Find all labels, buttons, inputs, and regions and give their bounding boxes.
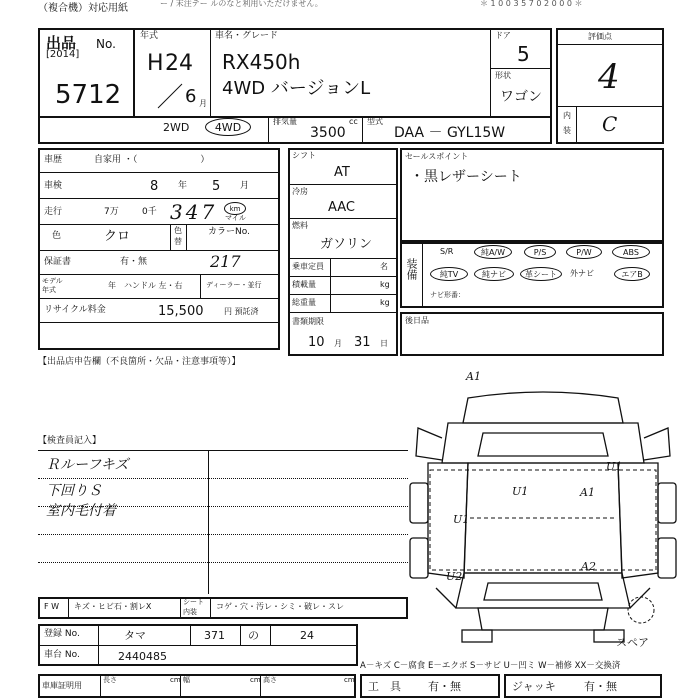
recycle-fee: 15,500 (158, 304, 204, 319)
score-value: 4 (598, 57, 620, 97)
registration-number: 24 (300, 629, 314, 642)
model-grade: 4WD バージョンL (222, 78, 371, 99)
year-month-unit: 月 (199, 99, 207, 108)
registration-area: タマ (124, 629, 146, 642)
fw-items: キズ・ヒビ石・割レX (74, 602, 152, 611)
registration-kana: の (248, 629, 259, 642)
width-unit: cm (250, 676, 261, 684)
mark-u1-3: U1 (606, 460, 623, 473)
model-year-label-2: 年式 (42, 286, 56, 294)
equip-pw: P/W (566, 245, 602, 259)
model-year-unit: 年 (108, 281, 116, 290)
jack-label: ジャッキ (512, 680, 556, 693)
door-label: ドア (495, 31, 511, 40)
fuel-label: 燃料 (292, 221, 308, 230)
length-label: 長さ (103, 676, 117, 684)
damage-code-legend: A－キズ C－腐食 E－エクボ S－サビ U－凹ミ W－補修 XX－交換済 (360, 661, 621, 671)
interior-grade: C (602, 112, 618, 136)
docs-month: 10 (308, 335, 325, 350)
equip-aw: 純A/W (474, 245, 512, 259)
docs-label: 書類期限 (292, 317, 324, 326)
recycle-unit: 円 預託済 (224, 307, 259, 316)
color-no-label: カラーNo. (208, 227, 250, 237)
fw-label: F W (44, 602, 60, 611)
registration-label: 登録 No. (44, 629, 80, 639)
aftermarket-frame (400, 312, 664, 356)
shape-label: 形状 (495, 71, 511, 80)
type-label: 型式 (367, 117, 383, 126)
mark-a1-top: A1 (466, 370, 481, 383)
inspection-month-unit: 月 (240, 181, 250, 191)
inspector-note-1: Ｒルーフキズ (46, 457, 129, 473)
color-value: クロ (104, 229, 131, 244)
mark-u2: U2 (446, 570, 463, 583)
sales-frame (400, 148, 664, 242)
lot-no-label: No. (96, 37, 116, 51)
displacement-value: 3500 (310, 125, 346, 141)
shift-value: AT (334, 165, 350, 180)
color-number: 217 (210, 252, 241, 271)
year-era: H (147, 51, 164, 76)
sales-point: ・黒レザーシート (410, 169, 522, 185)
mark-a2: A2 (581, 560, 596, 573)
mileage-unit-km: km (224, 202, 246, 215)
mileage-man: 7万 (104, 207, 119, 217)
equip-airbag: エアB (614, 267, 650, 281)
registration-class: 371 (204, 629, 225, 642)
year-slash (150, 82, 190, 110)
garage-label: 車庫証明用 (42, 681, 82, 690)
spare-label: スペア (616, 636, 649, 649)
equip-ps: P/S (524, 245, 556, 259)
seat-label-2: 内装 (183, 608, 197, 616)
history-value: 自家用 ・（ ） (94, 155, 210, 165)
top-note: （複合機）対応用紙 (38, 3, 128, 14)
car-damage-diagram (408, 368, 678, 658)
shift-label: シフト (292, 151, 316, 160)
height-label: 高さ (263, 676, 277, 684)
inspection-year: 8 (150, 179, 159, 194)
equip-sr: S/R (440, 247, 454, 256)
jack-value: 有・無 (584, 680, 617, 693)
tools-label: 工 具 (368, 680, 401, 693)
equipment-label: 装備 (405, 258, 418, 280)
seat-items: コゲ・穴・汚レ・シミ・破レ・スレ (216, 602, 344, 611)
seat-label-1: シート (183, 598, 204, 606)
inspection-label: 車検 (44, 181, 63, 191)
mark-u1-1: U1 (512, 485, 529, 498)
model-year-label-1: モデル (42, 277, 63, 285)
history-frame (38, 148, 280, 350)
mark-u1-2: U1 (453, 513, 470, 526)
recycle-label: リサイクル料金 (44, 305, 106, 315)
color-change-label-1: 色 (174, 226, 182, 235)
lot-year-code: [2014] (46, 49, 80, 60)
equip-navi: 純ナビ (474, 267, 514, 281)
top-note-fragment: ー / 末注テー ルのなと利用いただけません。 (160, 0, 323, 8)
color-change-label-2: 替 (174, 237, 182, 246)
capacity-unit: 名 (380, 262, 388, 271)
docs-day: 31 (354, 335, 371, 350)
history-label: 車歴 (44, 155, 63, 165)
declaration-label: 【出品店申告欄（不良箇所・欠品・注意事項等）】 (38, 357, 241, 367)
body-shape: ワゴン (500, 89, 542, 105)
lot-number: 5712 (55, 80, 122, 110)
warranty-value: 有・無 (120, 257, 148, 267)
mileage-digits: 347 (170, 200, 218, 224)
sales-label: セールスポイント (405, 152, 469, 161)
docs-month-unit: 月 (334, 339, 342, 348)
fuel-value: ガソリン (320, 237, 373, 252)
model-name: RX450h (222, 50, 301, 74)
docs-day-unit: 日 (380, 339, 388, 348)
barcode-number: ＊ 1 0 0 3 5 7 0 2 0 0 0 ＊ (480, 0, 583, 8)
ac-value: AAC (328, 200, 355, 215)
inspector-note-3: 室内毛付着 (46, 503, 116, 519)
mark-a1-side: A1 (580, 486, 595, 499)
inspection-year-unit: 年 (178, 181, 188, 191)
year-label: 年式 (140, 31, 159, 41)
door-count: 5 (517, 42, 530, 66)
navi-type-label: ナビ形番： (430, 291, 465, 299)
weight-unit: kg (380, 298, 390, 307)
mileage-sen: 0千 (142, 207, 157, 217)
mileage-unit-mile: マイル (225, 214, 246, 222)
year-value: 24 (165, 51, 193, 76)
displacement-label: 排気量 (273, 117, 297, 126)
lot-label: 出品 (46, 34, 77, 52)
capacity-label: 乗車定員 (292, 262, 324, 271)
inspector-label: 【検査員記入】 (38, 436, 102, 446)
inspection-month: 5 (212, 179, 221, 194)
displacement-unit: cc (349, 117, 358, 126)
name-label: 車名・グレード (215, 31, 279, 41)
aftermarket-label: 後日品 (405, 316, 429, 325)
interior-label-2: 装 (563, 126, 571, 135)
type-value: DAA － GYL15W (394, 125, 506, 141)
chassis-label: 車台 No. (44, 650, 80, 660)
year-month: 6 (185, 86, 197, 107)
mileage-label: 走行 (44, 207, 63, 217)
equip-ext-navi: 外ナビ (570, 269, 594, 278)
warranty-label: 保証書 (44, 257, 72, 267)
score-label: 評価点 (588, 32, 612, 41)
height-unit: cm (344, 676, 355, 684)
ac-label: 冷房 (292, 187, 308, 196)
width-label: 幅 (183, 676, 190, 684)
length-unit: cm (170, 676, 181, 684)
color-label: 色 (52, 231, 62, 241)
handle-label: ハンドル 左・右 (124, 281, 183, 290)
equip-tv: 純TV (430, 267, 468, 281)
dealer-label: ディーラー・並行 (206, 281, 262, 289)
load-unit: kg (380, 280, 390, 289)
equip-abs: ABS (612, 245, 650, 259)
load-label: 積載量 (292, 280, 316, 289)
interior-label-1: 内 (563, 111, 571, 120)
weight-label: 総重量 (292, 298, 316, 307)
garage-frame (38, 674, 356, 698)
inspector-note-2: 下回りＳ (46, 483, 102, 499)
chassis-number: 2440485 (118, 650, 167, 663)
drive-4wd-circled: 4WD (205, 118, 251, 136)
tools-value: 有・無 (428, 680, 461, 693)
drive-2wd: 2WD (163, 121, 190, 134)
equip-leather: 革シート (520, 267, 562, 281)
